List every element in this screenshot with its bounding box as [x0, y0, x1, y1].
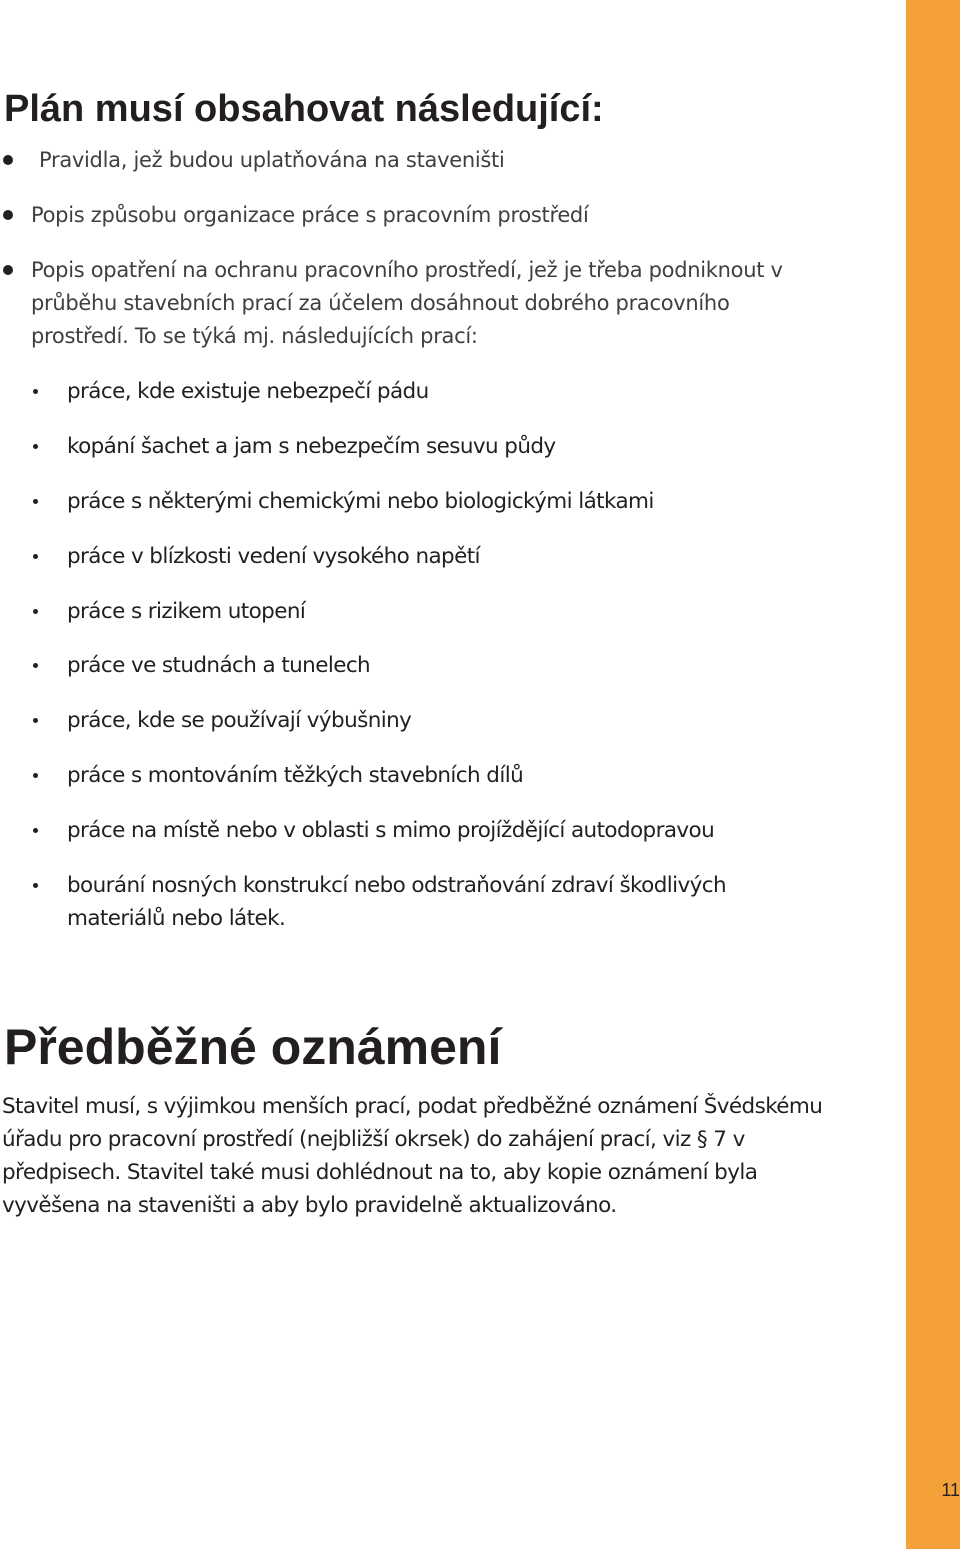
section-heading-plan: Plán musí obsahovat následující:	[4, 88, 604, 130]
bullet-icon	[33, 883, 38, 888]
bullet-icon	[3, 155, 13, 165]
sub-list-item-text: bourání nosných konstrukcí nebo odstraňování zdraví škodlivých materiálů nebo látek.	[67, 873, 726, 931]
list-item-text: Pravidla, jež budou uplatňována na staveništi	[39, 148, 505, 172]
list-item-text: Popis způsobu organizace práce s pracovním prostředí	[31, 203, 589, 227]
sub-list-item-text: práce s rizikem utopení	[67, 599, 306, 624]
bullet-icon	[33, 389, 38, 394]
list-item-text: Popis opatření na ochranu pracovního prostředí, jež je třeba podniknout v průběhu stavebních prací za účelem dosáhnout dobrého pracovního prostředí. To se týká mj. následujících prací:	[31, 258, 783, 348]
sub-list-item-text: práce na místě nebo v oblasti s mimo projíždějící autodopravou	[67, 818, 715, 843]
orange-side-band	[906, 0, 960, 1549]
bullet-icon	[3, 265, 13, 275]
section-heading-notice: Předběžné oznámení	[4, 1019, 502, 1075]
sub-list-item-text: práce v blízkosti vedení vysokého napětí	[67, 544, 480, 569]
bullet-icon	[33, 718, 38, 723]
bullet-icon	[33, 609, 38, 614]
sub-list-item-text: práce, kde existuje nebezpečí pádu	[67, 379, 429, 404]
bullet-icon	[33, 663, 38, 668]
sub-list-item-text: práce s montováním těžkých stavebních dílů	[67, 763, 524, 788]
notice-paragraph: Stavitel musí, s výjimkou menších prací, podat předběžné oznámení Švédskému úřadu pro pracovní prostředí (nejbližší okrsek) do zahájení prací, viz § 7 v předpisech. Stavitel také musi dohlédnout na to, aby kopie oznámení byla vyvěšena na staveništi a aby bylo pravidelně aktualizováno.	[2, 1094, 823, 1218]
page-number: 11	[941, 1480, 960, 1500]
bullet-icon	[33, 444, 38, 449]
bullet-icon	[33, 554, 38, 559]
sub-list-item-text: práce, kde se používají výbušniny	[67, 708, 412, 733]
bullet-icon	[3, 210, 13, 220]
bullet-icon	[33, 828, 38, 833]
sub-list-item-text: práce ve studnách a tunelech	[67, 653, 371, 678]
bullet-icon	[33, 773, 38, 778]
bullet-icon	[33, 499, 38, 504]
sub-list-item-text: práce s některými chemickými nebo biologickými látkami	[67, 489, 654, 514]
sub-list-item-text: kopání šachet a jam s nebezpečím sesuvu půdy	[67, 434, 556, 459]
